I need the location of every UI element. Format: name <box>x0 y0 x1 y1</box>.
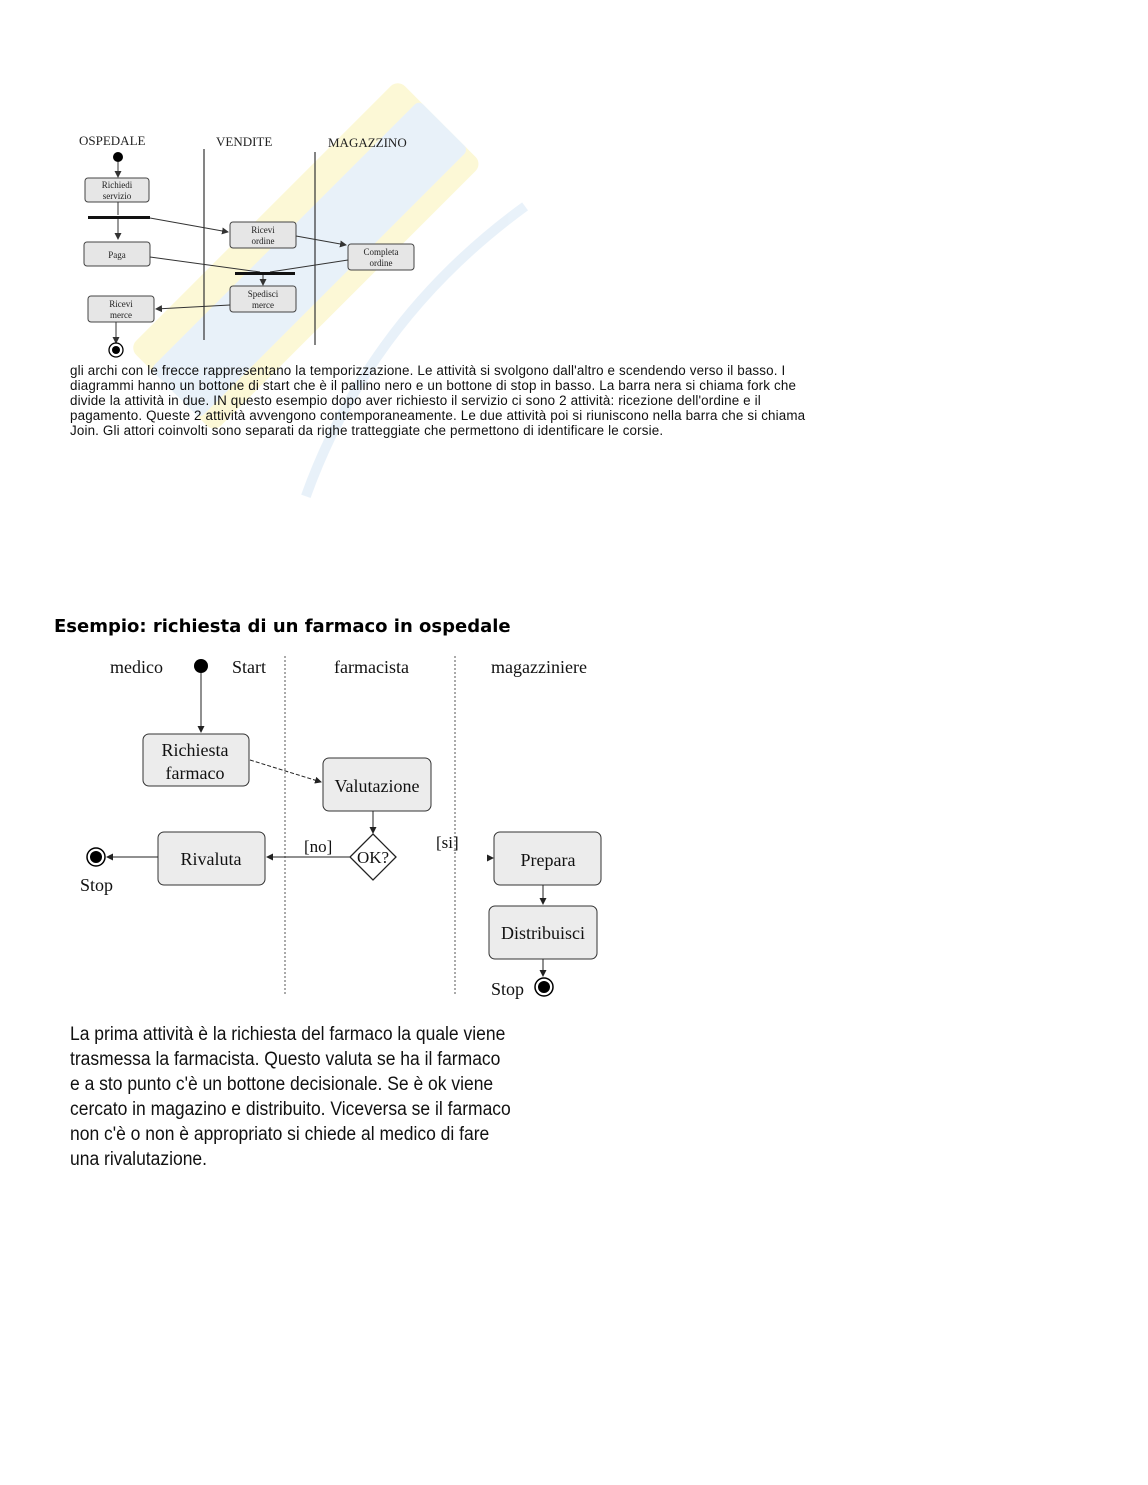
activity-label: Paga <box>108 250 126 260</box>
stop-label: Stop <box>80 875 114 895</box>
activity-label: Completa <box>363 247 399 257</box>
start-label: Start <box>232 657 266 677</box>
activity-label: Prepara <box>520 850 576 870</box>
activity-label: Ricevi <box>251 225 275 235</box>
guard-si: [si] <box>436 833 459 852</box>
activity-label: Richiesta <box>161 740 229 760</box>
activity-label: merce <box>252 300 274 310</box>
activity-label: Richiedi <box>101 180 133 190</box>
activity-label: ordine <box>251 236 275 246</box>
activity-label: ordine <box>369 258 393 268</box>
stop-label: Stop <box>491 979 525 999</box>
paragraph-explanation-2: La prima attività è la richiesta del farmaco la quale viene trasmessa la farmacista. Questo valuta se ha il farmaco e a sto punto c'è un bottone decisionale. Se è ok viene cercato in magazino e distribuito. Viceversa se il farmaco non c'è o non è appropriato si chiede al medico di fare una rivalutazione. <box>70 1024 511 1170</box>
activity-label: Valutazione <box>334 776 420 796</box>
activity-label: Distribuisci <box>501 923 585 943</box>
decision-label: OK? <box>356 848 390 867</box>
activity-label: servizio <box>102 191 132 201</box>
activity-label: Rivaluta <box>180 849 242 869</box>
join-bar <box>235 272 295 275</box>
lane-label-vendite: VENDITE <box>216 134 273 149</box>
lane-label-medico: medico <box>110 657 163 677</box>
lane-label-farmacista: farmacista <box>334 657 409 677</box>
paragraph-explanation-1: gli archi con le frecce rappresentano la temporizzazione. Le attività si svolgono dall'altro e scendendo verso il basso. I diagrammi hanno un bottone di start che è il pallino nero e un bottone di stop in basso. La barra nera si chiama fork che divide la attività in due. IN questo esempio dopo aver richiesto il servizio ci sono 2 attività: ricezione dell'ordine e il pagamento. Queste 2 attività avvengono contemporaneamente. Le due attività poi si riuniscono nella barra che si chiama Join. Gli attori coinvolti sono separati da righe tratteggiate che permettono di identificare le corsie. <box>70 363 806 438</box>
activity-label: Ricevi <box>109 299 133 309</box>
fork-bar <box>88 216 150 219</box>
lane-label-magazzino: MAGAZZINO <box>328 135 407 150</box>
section-heading: Esempio: richiesta di un farmaco in ospedale <box>54 616 511 637</box>
activity-diagram-ospedale <box>70 125 450 365</box>
guard-no: [no] <box>304 837 333 856</box>
lane-label-magazziniere: magazziniere <box>491 657 587 677</box>
start-node <box>113 152 123 162</box>
lane-label-ospedale: OSPEDALE <box>79 133 146 148</box>
start-node <box>194 659 208 673</box>
activity-diagram-farmaco <box>70 650 630 1010</box>
activity-label: Spedisci <box>247 289 279 299</box>
activity-label: farmaco <box>165 763 225 783</box>
activity-label: merce <box>110 310 132 320</box>
